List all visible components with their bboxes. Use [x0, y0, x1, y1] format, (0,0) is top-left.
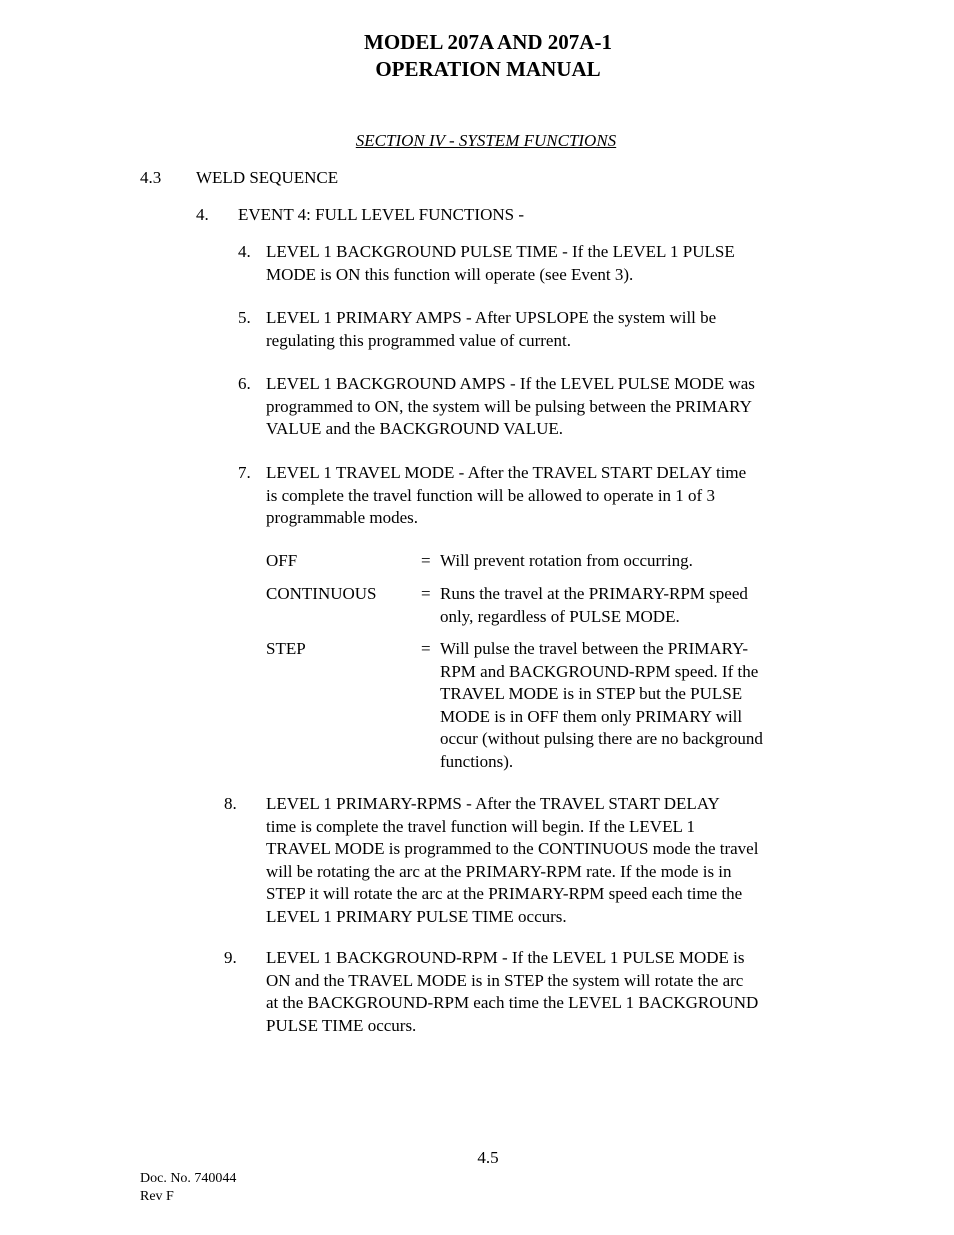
text-line: TRAVEL MODE is programmed to the CONTINUOUS mode the travel — [266, 839, 759, 858]
item-number: 7. — [238, 463, 251, 482]
item-text — [266, 947, 814, 1037]
subheading-number: 4. — [196, 205, 209, 224]
item-text — [266, 373, 814, 441]
mode-desc-step — [440, 638, 820, 773]
text-line: Will prevent rotation from occurring. — [440, 551, 693, 570]
mode-equals: = — [421, 584, 431, 603]
text-line: is complete the travel function will be allowed to operate in 1 of 3 — [266, 485, 715, 505]
text-line: time is complete the travel function will begin. If the LEVEL 1 — [266, 816, 695, 836]
mode-equals: = — [421, 639, 431, 658]
item-number: 5. — [238, 308, 251, 327]
item-number: 6. — [238, 374, 251, 393]
text-line: LEVEL 1 PRIMARY PULSE TIME occurs. — [266, 906, 567, 926]
text-line: LEVEL 1 PRIMARY-RPMS - After the TRAVEL START DELAY — [266, 794, 720, 813]
item-text — [266, 307, 814, 352]
text-line: VALUE and the BACKGROUND VALUE. — [266, 419, 564, 438]
text-line: RPM and BACKGROUND-RPM speed. If the — [440, 661, 759, 681]
manual-title-line2: OPERATION MANUAL — [375, 57, 601, 81]
text-line: Runs the travel at the PRIMARY-RPM speed — [440, 584, 748, 603]
text-line: functions). — [440, 751, 514, 771]
text-line: LEVEL 1 BACKGROUND-RPM - If the LEVEL 1 PULSE MODE is — [266, 948, 745, 967]
subheading-label: EVENT 4: FULL LEVEL FUNCTIONS - — [238, 205, 524, 224]
text-line: regulating this programmed value of current. — [266, 330, 571, 350]
mode-name-step: STEP — [266, 639, 306, 658]
text-line: only, regardless of PULSE MODE. — [440, 606, 680, 626]
section-title: SECTION IV - SYSTEM FUNCTIONS — [355, 131, 617, 150]
item-number: 9. — [224, 948, 237, 967]
page-number: 4.5 — [477, 1148, 499, 1167]
heading-label: WELD SEQUENCE — [196, 168, 339, 187]
heading-number: 4.3 — [140, 168, 162, 187]
text-line: LEVEL 1 BACKGROUND PULSE TIME - If the LEVEL 1 PULSE — [266, 242, 735, 261]
mode-equals: = — [421, 551, 431, 570]
text-line: LEVEL 1 TRAVEL MODE - After the TRAVEL START DELAY time — [266, 463, 747, 482]
mode-name-off: OFF — [266, 551, 298, 570]
doc-number: Doc. No. 740044 — [140, 1171, 237, 1186]
text-line: occur (without pulsing there are no background — [440, 729, 763, 748]
text-line: TRAVEL MODE is in STEP but the PULSE — [440, 684, 743, 703]
item-text — [266, 462, 814, 530]
text-line: Will pulse the travel between the PRIMARY- — [440, 639, 749, 658]
item-number: 4. — [238, 242, 251, 261]
text-line: programmable modes. — [266, 508, 419, 527]
text-line: LEVEL 1 BACKGROUND AMPS - If the LEVEL PULSE MODE was — [266, 374, 755, 393]
mode-desc-continuous — [440, 583, 820, 628]
text-line: ON and the TRAVEL MODE is in STEP the system will rotate the arc — [266, 970, 744, 990]
item-number: 8. — [224, 794, 237, 813]
text-line: LEVEL 1 PRIMARY AMPS - After UPSLOPE the system will be — [266, 308, 717, 327]
revision: Rev F — [140, 1189, 174, 1204]
text-line: STEP it will rotate the arc at the PRIMARY-RPM speed each time the — [266, 884, 743, 903]
mode-desc-off — [440, 550, 820, 573]
item-text — [266, 241, 814, 286]
mode-name-continuous: CONTINUOUS — [266, 584, 377, 603]
manual-title-line1: MODEL 207A AND 207A-1 — [364, 30, 612, 54]
item-text — [266, 793, 814, 928]
text-line: programmed to ON, the system will be pulsing between the PRIMARY — [266, 396, 752, 416]
text-line: MODE is in OFF them only PRIMARY will — [440, 706, 743, 726]
text-line: will be rotating the arc at the PRIMARY-RPM rate. If the mode is in — [266, 861, 732, 881]
text-line: at the BACKGROUND-RPM each time the LEVEL 1 BACKGROUND — [266, 993, 759, 1012]
text-line: MODE is ON this function will operate (see Event 3). — [266, 264, 634, 284]
text-line: PULSE TIME occurs. — [266, 1015, 417, 1035]
